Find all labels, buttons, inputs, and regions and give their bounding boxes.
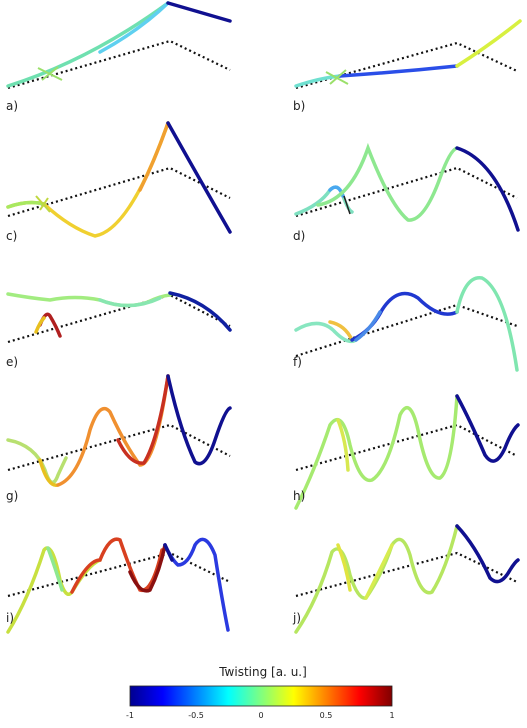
twisted-filament-segment — [168, 376, 230, 464]
panel-label: j) — [293, 611, 302, 625]
twisted-filament-segment — [140, 123, 168, 190]
colorbar — [126, 665, 395, 720]
twisted-filament — [296, 396, 457, 508]
twisted-filament-segment — [340, 66, 457, 76]
panel-f — [293, 278, 517, 370]
twisted-filament-segment — [457, 21, 520, 66]
colorbar-tick: 0 — [258, 711, 264, 720]
colorbar-tick: 1 — [389, 711, 395, 720]
panel-label: a) — [6, 99, 19, 113]
twisted-filament-segment — [118, 376, 168, 463]
panel-label: e) — [6, 355, 19, 369]
panel-b — [293, 21, 520, 113]
panel-i — [6, 539, 230, 632]
panel-label: d) — [293, 229, 306, 243]
twisted-filament — [318, 148, 457, 220]
twisted-filament-segment — [72, 539, 162, 592]
twisted-filament-segment — [168, 3, 230, 21]
twisted-filament-segment — [165, 545, 172, 560]
twisted-filament-segment — [165, 539, 228, 630]
panel-g — [6, 376, 230, 503]
panel-d — [293, 148, 518, 243]
colorbar-tick: -1 — [126, 711, 134, 720]
twisted-filament — [8, 3, 168, 86]
twisted-filament-segment — [48, 548, 62, 590]
twisted-filament-segment — [8, 203, 44, 207]
colorbar-title: Twisting [a. u.] — [219, 665, 307, 679]
twisted-filament-segment — [457, 278, 517, 370]
panel-e — [6, 293, 230, 369]
twisted-filament-segment — [168, 123, 230, 232]
reference-dotted-line — [296, 305, 517, 356]
panel-label: h) — [293, 489, 306, 503]
twisted-filament-segment — [130, 545, 165, 591]
panel-label: i) — [6, 611, 15, 625]
panel-label: b) — [293, 99, 306, 113]
twisted-filament-segment — [356, 312, 380, 340]
panel-label: c) — [6, 229, 18, 243]
twisted-filament-segment — [170, 293, 230, 330]
panel-label: f) — [293, 355, 302, 369]
panel-j — [292, 526, 518, 632]
twisted-filament-segment — [457, 148, 518, 230]
colorbar-gradient — [130, 686, 392, 706]
colorbar-tick: 0.5 — [319, 711, 333, 720]
reference-dotted-line — [8, 41, 230, 88]
twisted-filament-segment — [58, 376, 168, 485]
panel-h — [293, 396, 518, 508]
panel-a — [6, 3, 230, 113]
colorbar-tick: -0.5 — [188, 711, 204, 720]
panel-c — [6, 123, 230, 243]
twisted-filament-segment — [457, 526, 518, 582]
twisted-filament-segment — [36, 318, 44, 332]
panel-label: g) — [6, 489, 19, 503]
